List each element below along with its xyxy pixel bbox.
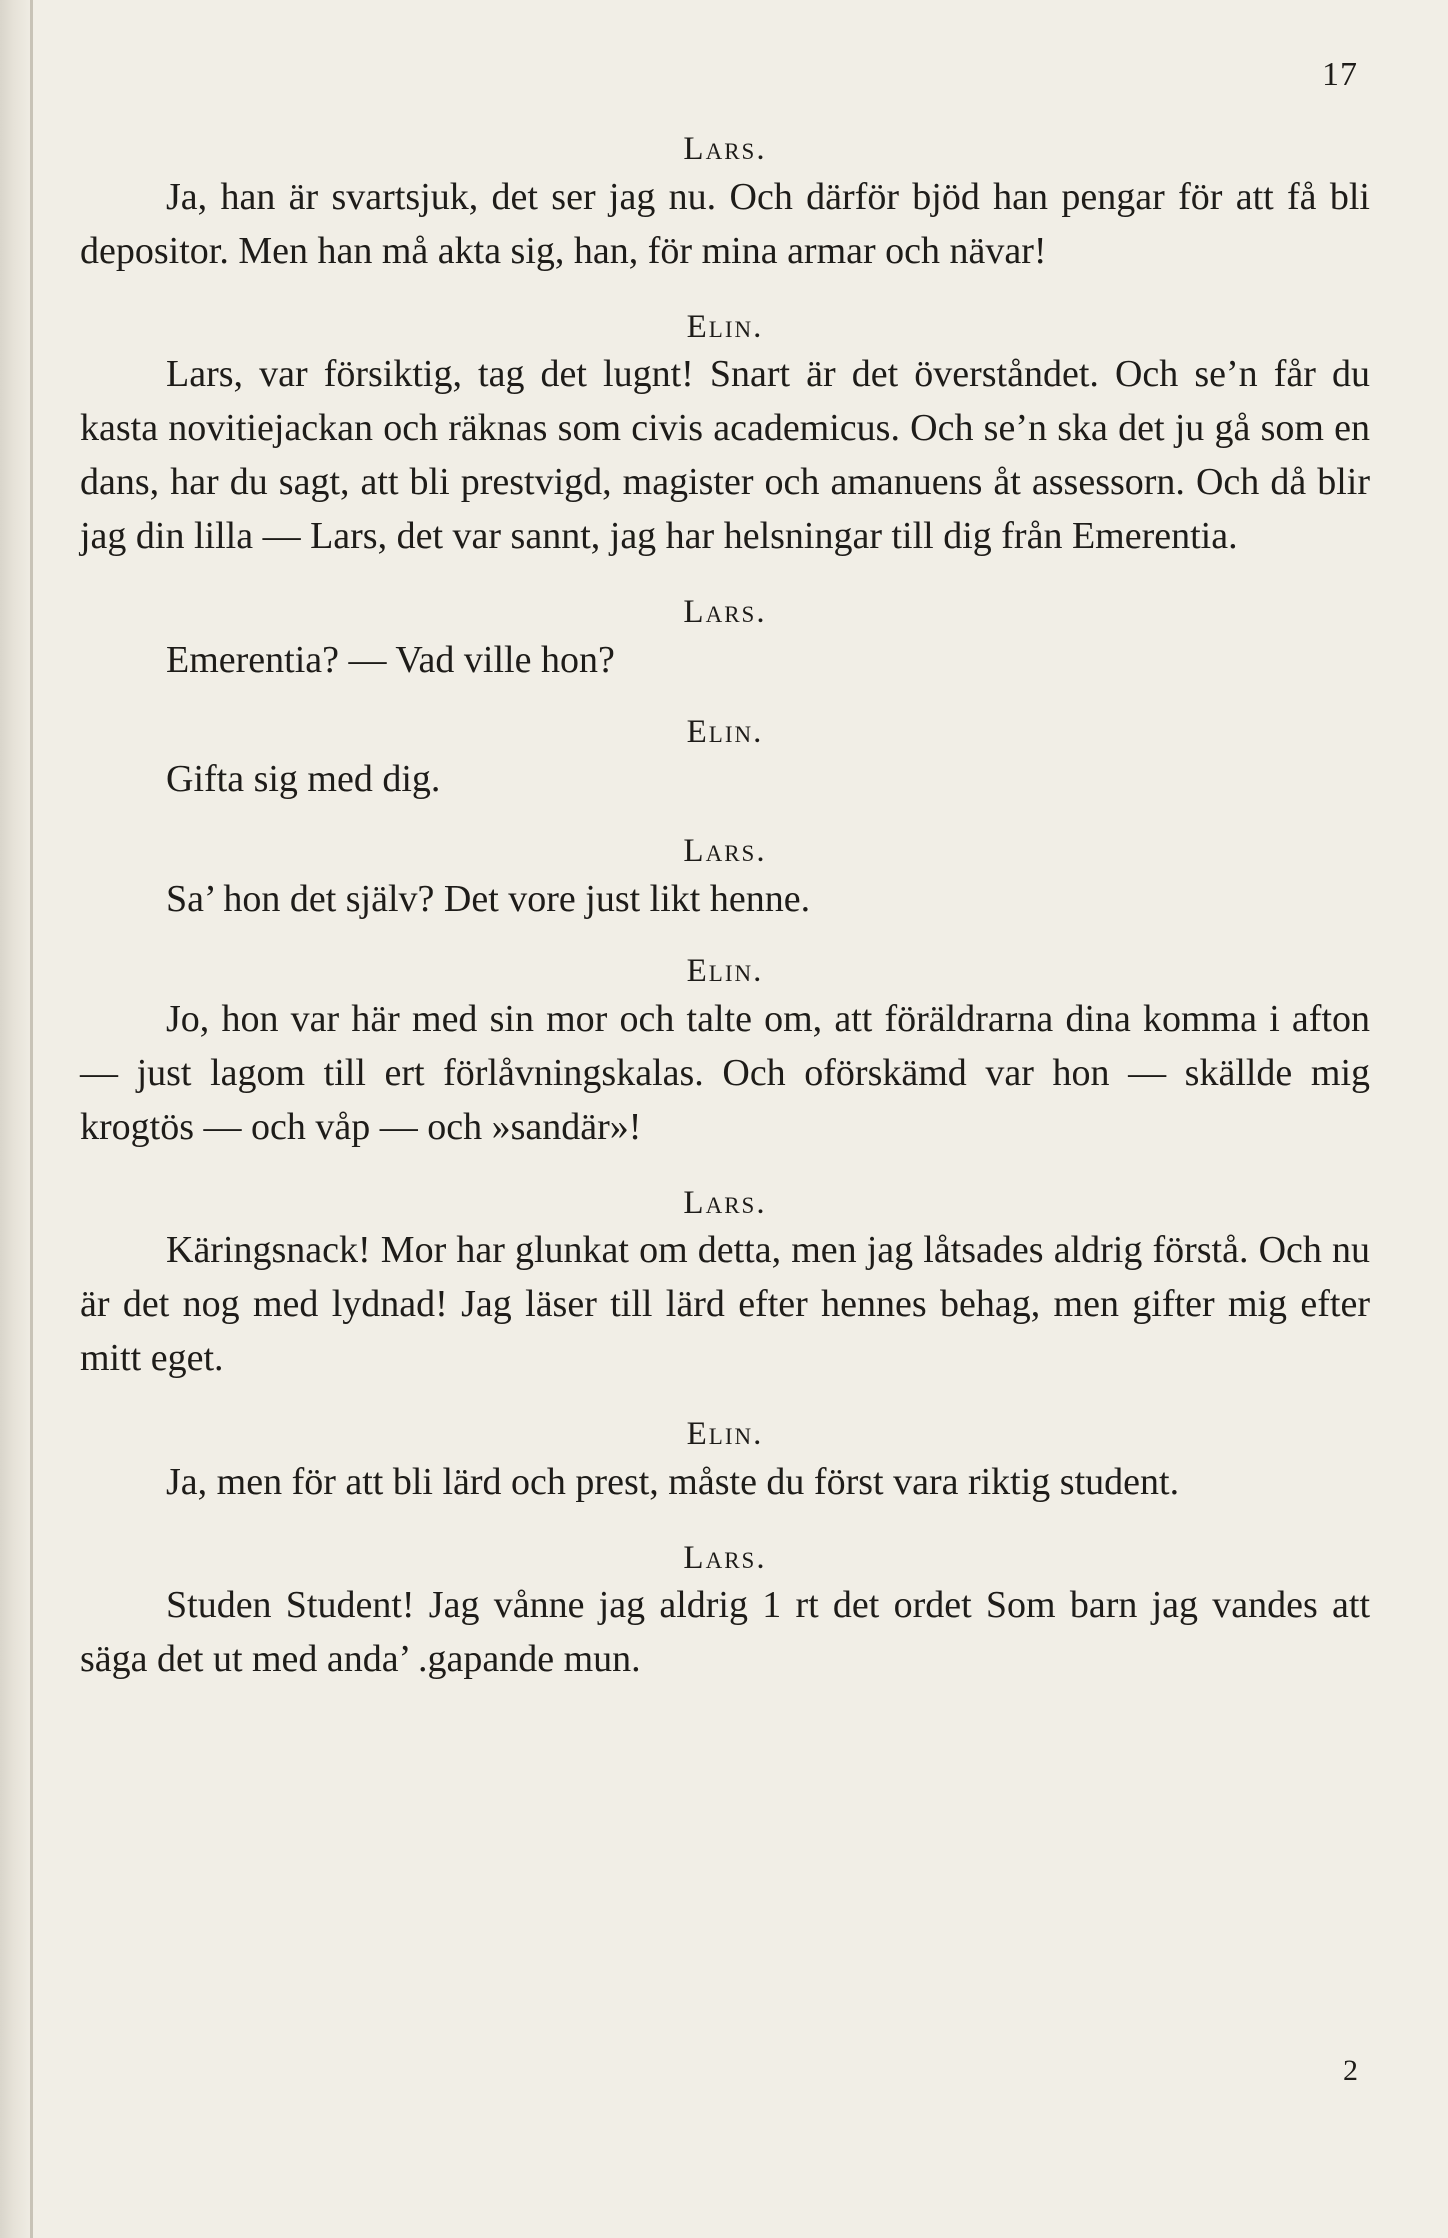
page-gutter-shadow	[0, 0, 34, 2238]
speech-elin-4: Ja, men för att bli lärd och prest, måste du först vara riktig student.	[166, 1460, 1180, 1503]
signature-mark: 2	[1343, 2054, 1358, 2087]
speaker-lars: Lars.	[683, 1539, 767, 1576]
speech-elin-1: Lars, var försiktig, tag det lugnt! Snart är det överståndet. Och se’n får du kasta novitiejackan och räknas som civis academicus. Och se’n ska det ju gå som en dans, har du sagt, att bli prestvigd, magister och amanuens åt assessorn. Och då blir jag din lilla — Lars, det var sannt, jag har helsningar till dig från Emerentia.	[80, 353, 1370, 558]
speaker-elin: Elin.	[686, 308, 764, 345]
speaker-lars: Lars.	[683, 131, 767, 167]
speaker-elin: Elin.	[686, 713, 764, 750]
page-gutter-line	[30, 0, 33, 2238]
speech-elin-3: Jo, hon var här med sin mor och talte om, att föräldrarna dina komma i afton — just lagom till ert förlåvningskalas. Och oförskämd var hon — skällde mig krogtös — och våp — och »sandär»!	[80, 997, 1370, 1148]
speaker-elin: Elin.	[686, 1416, 764, 1453]
speaker-lars: Lars.	[683, 833, 767, 870]
speech-lars-3: Sa’ hon det själv? Det vore just likt henne.	[166, 877, 811, 920]
dialogue-block	[80, 130, 1370, 1686]
speech-lars-4: Käringsnack! Mor har glunkat om detta, men jag låtsades aldrig förstå. Och nu är det nog med lydnad! Jag läser till lärd efter hennes behag, men gifter mig efter mitt eget.	[80, 1229, 1370, 1380]
speech-lars-2: Emerentia? — Vad ville hon?	[166, 638, 615, 681]
speaker-elin: Elin.	[686, 952, 764, 989]
page-number: 17	[1322, 56, 1358, 93]
speaker-lars: Lars.	[683, 1184, 767, 1221]
speech-elin-2: Gifta sig med dig.	[166, 758, 441, 801]
speaker-lars: Lars.	[683, 594, 767, 631]
speech-lars-1: Ja, han är svartsjuk, det ser jag nu. Och därför bjöd han pengar för att få bli depositor. Men han må akta sig, han, för mina armar och nävar!	[80, 175, 1370, 272]
speech-lars-5: Studen Student! Jag vånne jag aldrig 1 rt det ordet Som barn jag vandes att säga det ut med anda’ .gapande mun.	[80, 1584, 1370, 1681]
